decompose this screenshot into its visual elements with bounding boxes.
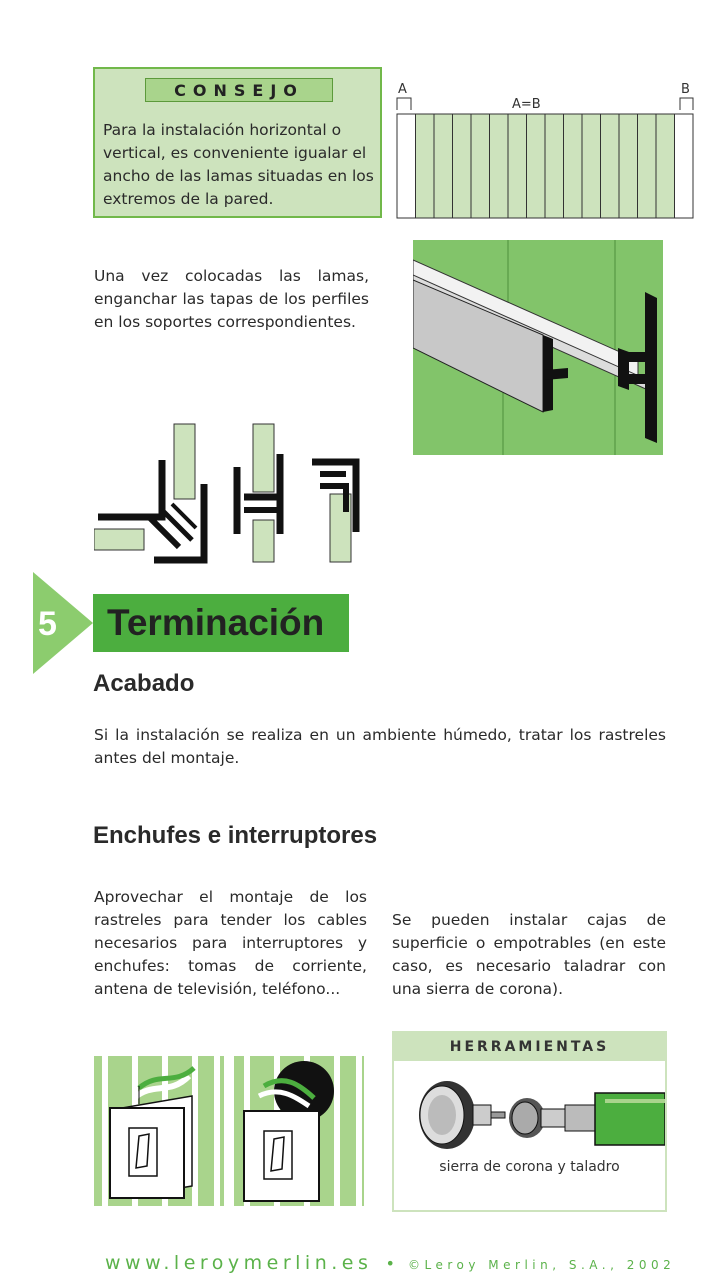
consejo-box [93,67,382,218]
slat [453,114,472,218]
slat [490,114,509,218]
footer [105,1252,675,1274]
profile-cross-sections [94,422,364,567]
slat [656,114,675,218]
flush-switch-illustration [234,1056,364,1206]
herramientas-caption: sierra de corona y taladro [439,1159,620,1175]
slat [619,114,638,218]
footer-separator: • [385,1254,395,1273]
slat [434,114,453,218]
enchufes-text-left: Aprovechar el montaje de los rastreles para tender los cables necesarios para interruptores y enchufes: tomas de corriente, antena de televisión, teléfono... [94,888,367,998]
herramientas-title: HERRAMIENTAS [394,1033,665,1061]
slat [471,114,490,218]
label-equal: A=B [512,97,541,112]
slats [397,114,693,218]
slat [397,114,416,218]
slat [508,114,527,218]
section-number: 5 [38,605,57,643]
section-marker [33,572,93,674]
t-profile [237,424,280,562]
slat [638,114,657,218]
acabado-text: Si la instalación se realiza en un ambiente húmedo, tratar los rastreles antes del montaje. [94,726,666,767]
consejo-text: Para la instalación horizontal o vertical, es conveniente igualar el ancho de las lamas situadas en los extremos de la pared. [103,121,374,208]
slat [527,114,546,218]
slat [564,114,583,218]
label-a: A [398,82,407,97]
slat [416,114,435,218]
step-text: Una vez colocadas las lamas, enganchar las tapas de los perfiles en los soportes correspondientes. [94,267,369,331]
surface-switch-illustration [94,1056,224,1206]
corner-profile [94,424,204,560]
enchufes-text-right: Se pueden instalar cajas de superficie o empotrables (en este caso, es necesario taladrar con una sierra de corona). [392,911,666,998]
label-b: B [681,82,690,97]
slat [582,114,601,218]
hole-saw-drill-illustration [409,1073,665,1158]
slat [601,114,620,218]
enchufes-heading: Enchufes e interruptores [93,822,378,849]
herramientas-box [392,1031,667,1212]
acabado-heading: Acabado [93,670,195,697]
footer-copyright: ©Leroy Merlin, S.A., 2002 [408,1258,676,1272]
profile-installation-illustration [413,240,663,455]
slat-width-diagram [390,80,700,225]
consejo-title: CONSEJO [145,78,333,102]
footer-url[interactable]: www.leroymerlin.es [105,1252,373,1274]
switch-illustrations [94,1056,369,1208]
slat [675,114,694,218]
end-profile [312,462,356,562]
section-title: Terminación [93,594,349,652]
slat [545,114,564,218]
